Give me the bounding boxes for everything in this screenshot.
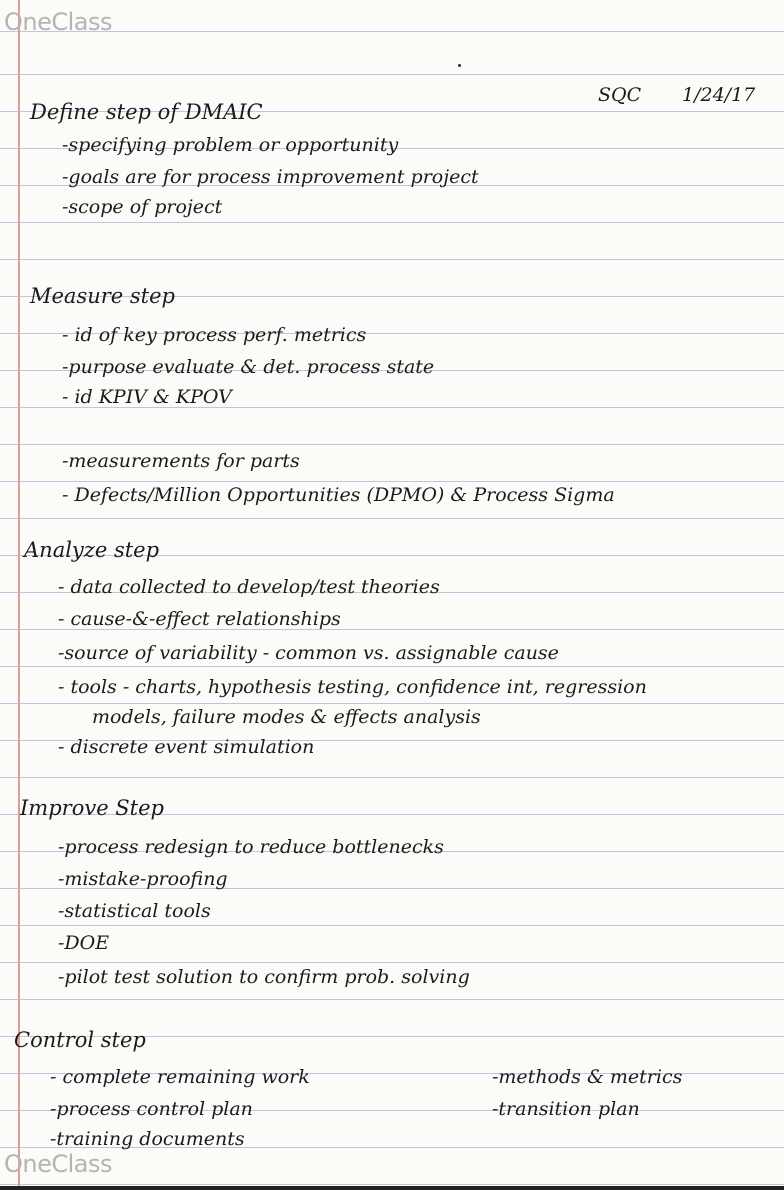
list-item: -purpose evaluate & det. process state — [62, 356, 435, 378]
list-item: -goals are for process improvement project — [62, 166, 479, 188]
list-item: -training documents — [50, 1128, 245, 1150]
list-item: -scope of project — [62, 196, 223, 218]
list-item: -statistical tools — [58, 900, 211, 922]
list-item: -measurements for parts — [62, 450, 300, 472]
brand-logo-top: OneClass — [4, 8, 113, 36]
list-item: models, failure modes & effects analysis — [92, 706, 481, 728]
section-title-control: Control step — [14, 1028, 146, 1052]
section-title-define: Define step of DMAIC — [30, 100, 263, 124]
list-item: -mistake-proofing — [58, 868, 228, 890]
brand-logo-bottom: OneClass — [4, 1150, 113, 1178]
margin-line — [18, 0, 20, 1190]
list-item: -methods & metrics — [492, 1066, 683, 1088]
date-label: 1/24/17 — [682, 84, 756, 106]
list-item: -process control plan — [50, 1098, 253, 1120]
section-title-analyze: Analyze step — [24, 538, 160, 562]
ink-dot — [458, 64, 461, 67]
list-item: - complete remaining work — [50, 1066, 310, 1088]
page-bottom-edge — [0, 1186, 784, 1190]
list-item: -pilot test solution to confirm prob. solving — [58, 966, 470, 988]
list-item: - id of key process perf. metrics — [62, 324, 367, 346]
list-item: - id KPIV & KPOV — [62, 386, 232, 408]
section-title-measure: Measure step — [30, 284, 175, 308]
list-item: - Defects/Million Opportunities (DPMO) & Process Sigma — [62, 484, 615, 506]
list-item: -process redesign to reduce bottlenecks — [58, 836, 444, 858]
list-item: - cause-&-effect relationships — [58, 608, 341, 630]
list-item: - tools - charts, hypothesis testing, confidence int, regression — [58, 676, 647, 698]
list-item: -DOE — [58, 932, 110, 954]
list-item: - data collected to develop/test theories — [58, 576, 440, 598]
course-label: SQC — [598, 84, 642, 106]
list-item: -specifying problem or opportunity — [62, 134, 399, 156]
list-item: - discrete event simulation — [58, 736, 315, 758]
list-item: -transition plan — [492, 1098, 640, 1120]
section-title-improve: Improve Step — [20, 796, 164, 820]
list-item: -source of variability - common vs. assignable cause — [58, 642, 559, 664]
